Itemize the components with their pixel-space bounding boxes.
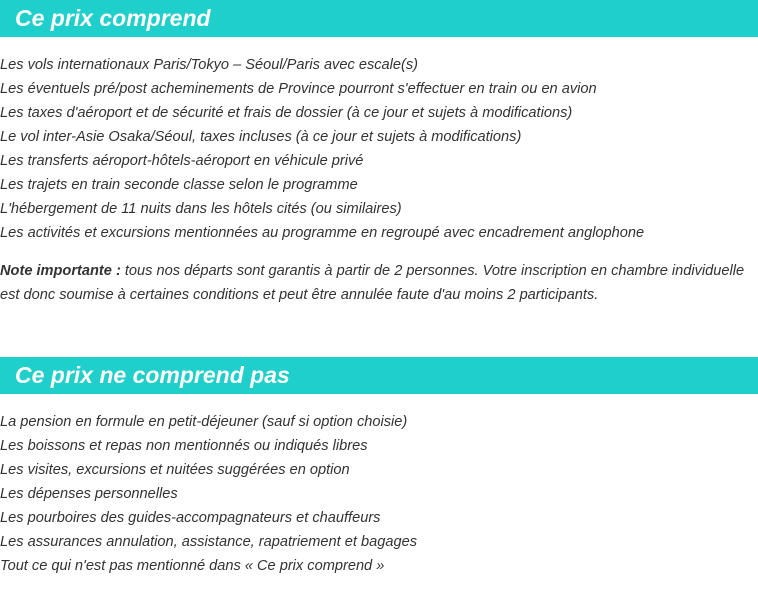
important-note-text: tous nos départs sont garantis à partir de 2 personnes. Votre inscription en chambre individuelle est donc soumise à certaines conditions et peut être annulée faute d'au moins 2 participants.: [0, 263, 745, 303]
list-item: Les pourboires des guides-accompagnateurs et chauffeurs: [0, 510, 381, 526]
price-includes-title: Ce prix comprend: [15, 5, 211, 31]
list-item: Les vols internationaux Paris/Tokyo – Séoul/Paris avec escale(s): [0, 57, 419, 73]
list-item: Les boissons et repas non mentionnés ou indiqués libres: [0, 438, 368, 454]
price-includes-header: [0, 0, 758, 37]
price-includes-list: [0, 53, 758, 245]
list-item: Les taxes d'aéroport et de sécurité et frais de dossier (à ce jour et sujets à modifications): [0, 105, 573, 121]
list-item: Les assurances annulation, assistance, rapatriement et bagages: [0, 534, 417, 550]
list-item: Les transferts aéroport-hôtels-aéroport en véhicule privé: [0, 153, 364, 169]
list-item: Les activités et excursions mentionnées au programme en regroupé avec encadrement anglophone: [0, 225, 645, 241]
list-item: Les éventuels pré/post acheminements de Province pourront s'effectuer en train ou en avion: [0, 81, 597, 97]
list-item: Les visites, excursions et nuitées suggérées en option: [0, 462, 350, 478]
price-excludes-section: [0, 357, 758, 578]
list-item: Les trajets en train seconde classe selon le programme: [0, 177, 358, 193]
important-note: [0, 259, 758, 307]
list-item: Les dépenses personnelles: [0, 486, 178, 502]
list-item: Tout ce qui n'est pas mentionné dans « Ce prix comprend »: [0, 558, 385, 574]
price-excludes-list: [0, 410, 758, 578]
list-item: La pension en formule en petit-déjeuner (sauf si option choisie): [0, 414, 408, 430]
list-item: Le vol inter-Asie Osaka/Séoul, taxes incluses (à ce jour et sujets à modifications): [0, 129, 522, 145]
list-item: L'hébergement de 11 nuits dans les hôtels cités (ou similaires): [0, 201, 402, 217]
price-excludes-title: Ce prix ne comprend pas: [15, 362, 290, 388]
price-excludes-header: [0, 357, 758, 394]
important-note-label: Note importante :: [0, 263, 121, 279]
